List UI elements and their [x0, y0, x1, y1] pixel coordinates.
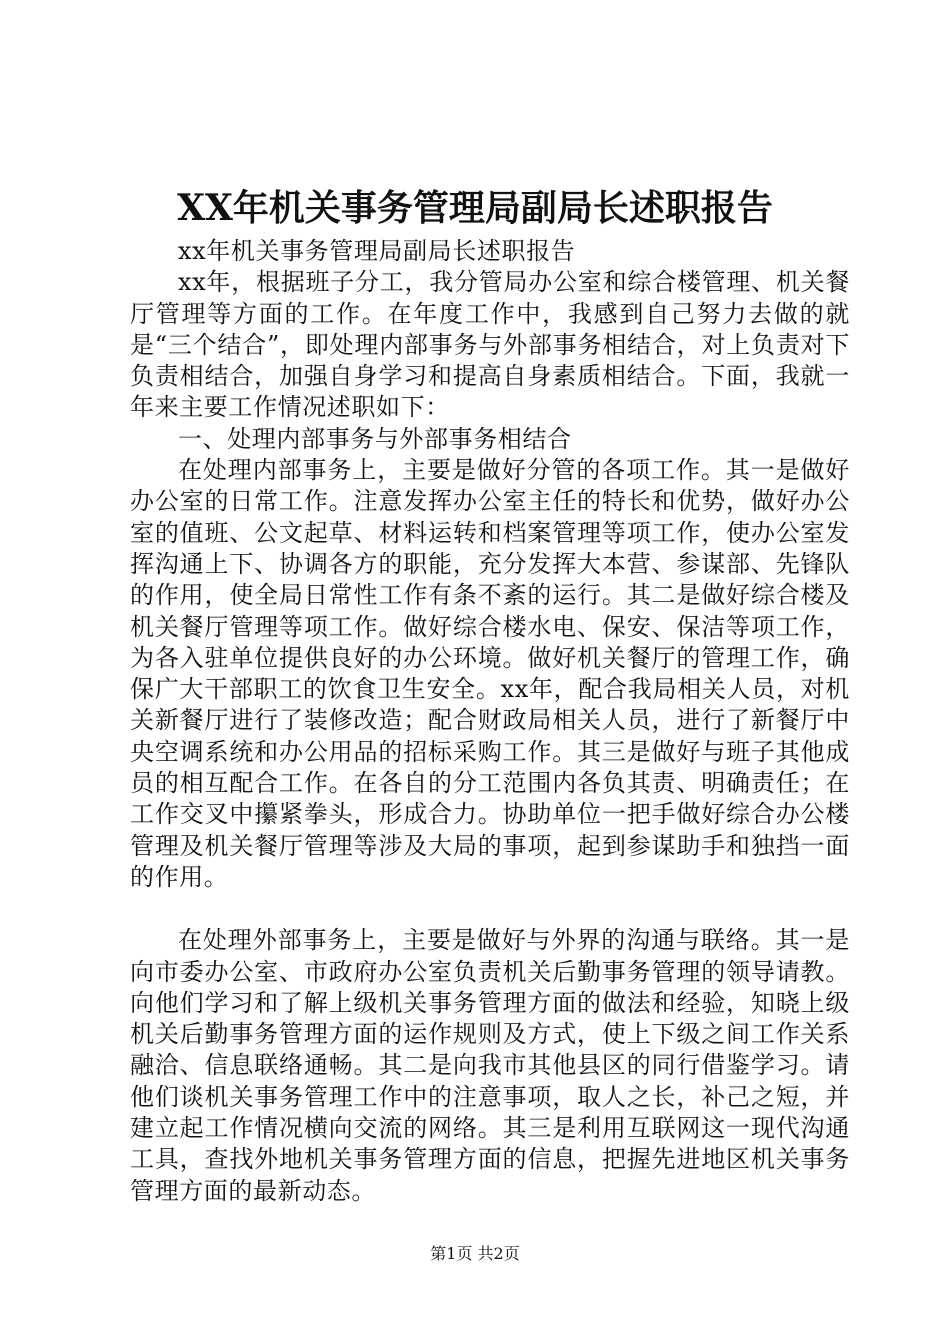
document-title: XX年机关事务管理局副局长述职报告: [177, 187, 773, 229]
paragraph-internal-affairs: 在处理内部事务上，主要是做好分管的各项工作。其一是做好办公室的日常工作。注意发挥办公室主任的特长和优势，做好办公室的值班、公文起草、材料运转和档案管理等项工作，使办公室发挥沟通上下、协调各方的职能，充分发挥大本营、参谋部、先锋队的作用，使全局日常性工作有条不紊的运行。其二是做好综合楼及机关餐厅管理等项工作。做好综合楼水电、保安、保洁等项工作，为各入驻单位提供良好的办公环境。做好机关餐厅的管理工作，确保广大干部职工的饮食卫生安全。xx年，配合我局相关人员，对机关新餐厅进行了装修改造；配合财政局相关人员，进行了新餐厅中央空调系统和办公用品的招标采购工作。其三是做好与班子其他成员的相互配合工作。在各自的分工范围内各负其责、明确责任；在工作交叉中攥紧拳头，形成合力。协助单位一把手做好综合办公楼管理及机关餐厅管理等涉及大局的事项，起到参谋助手和独挡一面的作用。: [130, 456, 850, 891]
document-body: [130, 236, 850, 1207]
paragraph-report-heading: xx年机关事务管理局副局长述职报告: [178, 237, 576, 265]
paragraph-external-affairs: 在处理外部事务上，主要是做好与外界的沟通与联络。其一是向市委办公室、市政府办公室负责机关后勤事务管理的领导请教。向他们学习和了解上级机关事务管理方面的做法和经验，知晓上级机关后勤事务管理方面的运作规则及方式，使上下级之间工作关系融洽、信息联络通畅。其二是向我市其他县区的同行借鉴学习。请他们谈机关事务管理工作中的注意事项，取人之长，补己之短，并建立起工作情况横向交流的网络。其三是利用互联网这一现代沟通工具，查找外地机关事务管理方面的信息，把握先进地区机关事务管理方面的最新动态。: [130, 926, 850, 1205]
paragraph-intro: xx年，根据班子分工，我分管局办公室和综合楼管理、机关餐厅管理等方面的工作。在年度工作中，我感到自己努力去做的就是“三个结合”，即处理内部事务与外部事务相结合，对上负责对下负责相结合，加强自身学习和提高自身素质相结合。下面，我就一年来主要工作情况述职如下：: [130, 268, 850, 422]
page-indicator: 第1页 共2页: [430, 1244, 520, 1263]
section-heading-1: 一、处理内部事务与外部事务相结合: [178, 424, 572, 453]
